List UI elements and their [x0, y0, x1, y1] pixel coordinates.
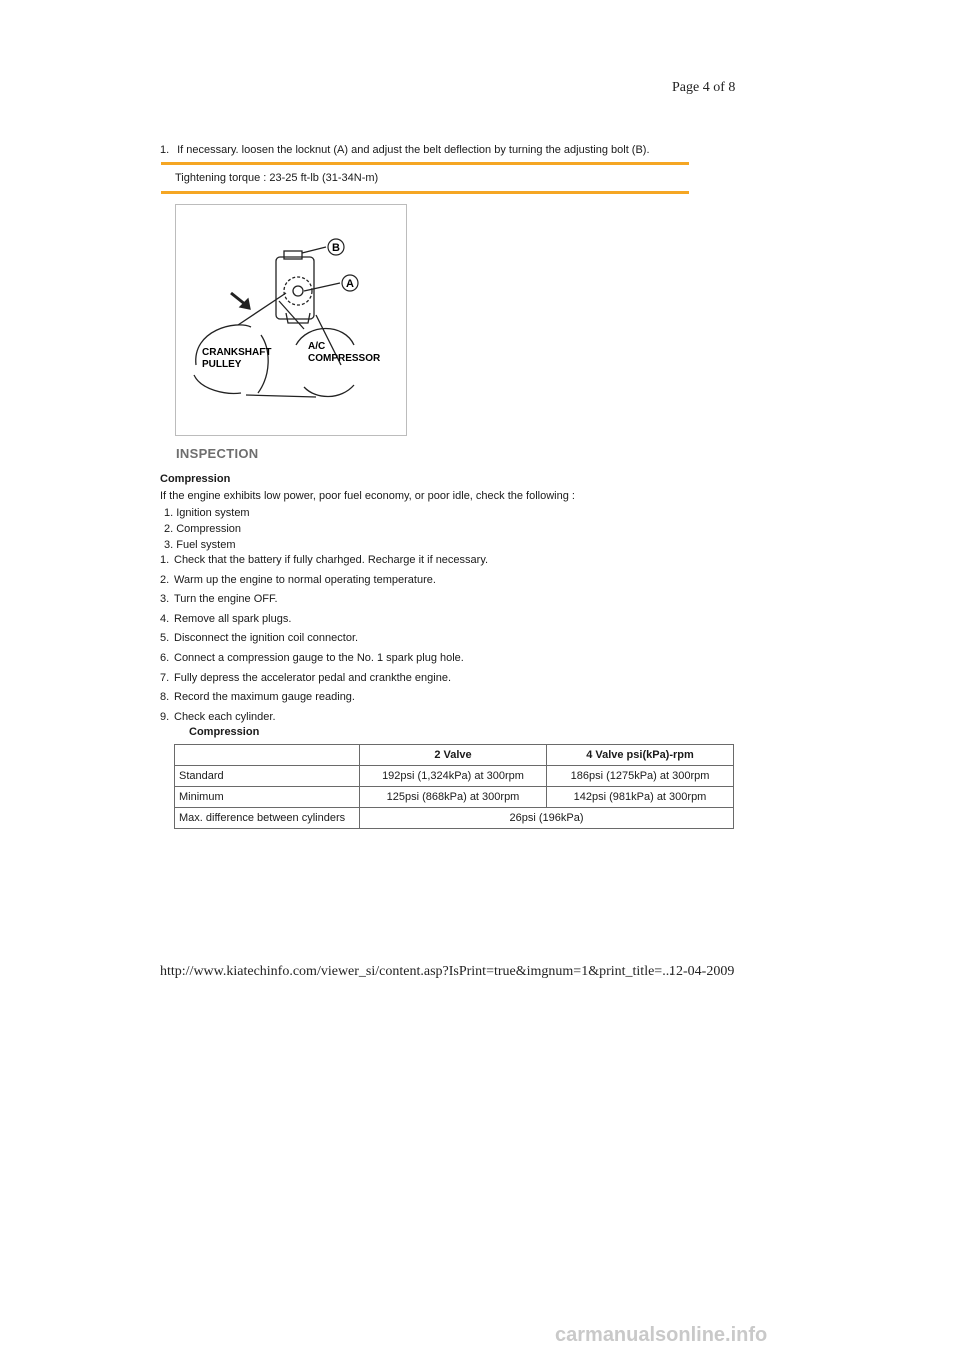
checklist-item: 2. Compression: [164, 523, 242, 535]
table-row: [175, 766, 734, 787]
note-bottom-rule: [161, 191, 689, 194]
belt-diagram: [176, 205, 406, 435]
step-number: 8.: [160, 691, 170, 703]
table-header-row: [175, 745, 734, 766]
procedure-step: [160, 554, 488, 567]
procedure-step: [160, 672, 451, 685]
column-header: 4 Valve psi(kPa)-rpm: [547, 745, 734, 766]
torque-note: Tightening torque : 23-25 ft-lb (31-34N-m): [175, 172, 379, 184]
row-label: Max. difference between cylinders: [175, 808, 360, 829]
column-header: [175, 745, 360, 766]
step-text: Record the maximum gauge reading.: [174, 691, 355, 703]
page-number: Page 4 of 8: [672, 80, 736, 95]
step-number: 9.: [160, 711, 170, 723]
step-number: 1.: [160, 144, 170, 156]
table-caption: Compression: [189, 726, 260, 738]
step-text: Remove all spark plugs.: [174, 613, 292, 625]
watermark: carmanualsonline.info: [555, 1324, 768, 1346]
table-cell: 26psi (196kPa): [360, 808, 734, 829]
section-title: INSPECTION: [176, 446, 259, 461]
step-text: If necessary. loosen the locknut (A) and adjust the belt deflection by turning the adjusting bolt (B).: [177, 144, 650, 156]
table-row: [175, 808, 734, 829]
adjust-step: [160, 144, 650, 157]
step-number: 4.: [160, 613, 170, 625]
crankshaft-label-2: PULLEY: [202, 359, 242, 370]
row-label: Minimum: [175, 787, 360, 808]
step-text: Turn the engine OFF.: [174, 593, 278, 605]
label-a: A: [346, 278, 354, 290]
crankshaft-label-1: CRANKSHAFT: [202, 347, 272, 358]
row-label: Standard: [175, 766, 360, 787]
step-number: 6.: [160, 652, 170, 664]
step-number: 7.: [160, 672, 170, 684]
subsection-title: Compression: [160, 473, 231, 485]
step-number: 2.: [160, 574, 170, 586]
column-header: 2 Valve: [360, 745, 547, 766]
procedure-step: [160, 613, 291, 626]
step-number: 1.: [160, 554, 170, 566]
procedure-step: [160, 691, 355, 704]
procedure-step: [160, 574, 436, 587]
table-cell: 186psi (1275kPa) at 300rpm: [547, 766, 734, 787]
intro-text: If the engine exhibits low power, poor fuel economy, or poor idle, check the following :: [160, 490, 575, 502]
table-row: [175, 787, 734, 808]
label-b: B: [332, 242, 340, 254]
table-cell: 192psi (1,324kPa) at 300rpm: [360, 766, 547, 787]
compressor-label-1: A/C: [308, 341, 326, 352]
note-top-rule: [161, 162, 689, 165]
print-date: 12-04-2009: [669, 964, 735, 979]
step-text: Disconnect the ignition coil connector.: [174, 632, 359, 644]
step-text: Connect a compression gauge to the No. 1 spark plug hole.: [174, 652, 464, 664]
step-number: 5.: [160, 632, 170, 644]
checklist-item: 1. Ignition system: [164, 507, 250, 519]
step-text: Check each cylinder.: [174, 711, 276, 723]
procedure-step: [160, 711, 276, 724]
checklist-item: 3. Fuel system: [164, 539, 236, 551]
compression-spec-table: [174, 744, 734, 829]
step-text: Warm up the engine to normal operating temperature.: [174, 574, 436, 586]
procedure-step: [160, 593, 278, 606]
table-cell: 142psi (981kPa) at 300rpm: [547, 787, 734, 808]
belt-adjustment-figure: [175, 204, 407, 436]
source-url: http://www.kiatechinfo.com/viewer_si/content.asp?IsPrint=true&imgnum=1&print_title=...: [160, 964, 673, 979]
step-number: 3.: [160, 593, 170, 605]
step-text: Check that the battery if fully charhged. Recharge it if necessary.: [174, 554, 489, 566]
table-cell: 125psi (868kPa) at 300rpm: [360, 787, 547, 808]
procedure-step: [160, 652, 464, 665]
compressor-label-2: COMPRESSOR: [308, 353, 381, 364]
step-text: Fully depress the accelerator pedal and crankthe engine.: [174, 672, 452, 684]
procedure-step: [160, 632, 358, 645]
